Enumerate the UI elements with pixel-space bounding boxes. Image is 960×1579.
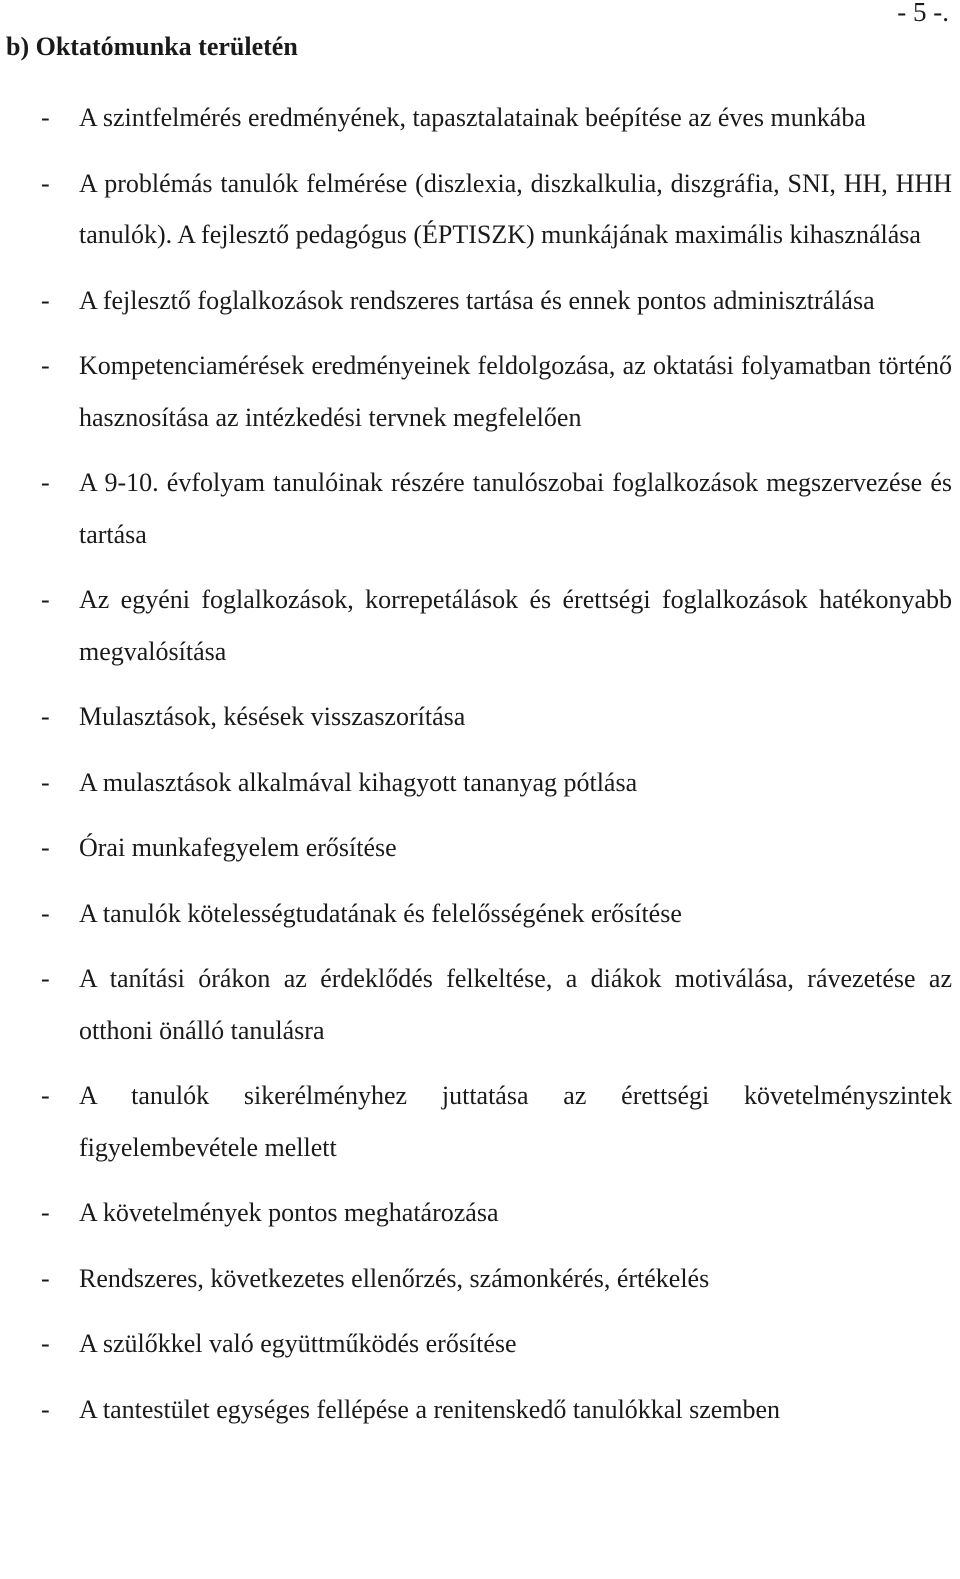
list-item-text: A 9-10. évfolyam tanulóinak részére tanulószobai foglalkozások megszervezése és tartása bbox=[79, 468, 952, 549]
dash-bullet: - bbox=[41, 702, 50, 731]
list-item bbox=[0, 457, 960, 560]
list-item-text: A problémás tanulók felmérése (diszlexia, diszkalkulia, diszgráfia, SNI, HH, HHH tanulók). A fejlesztő pedagógus (ÉPTISZK) munkájának maximális kihasználása bbox=[79, 168, 952, 249]
dash-bullet: - bbox=[41, 1263, 50, 1293]
dash-bullet: - bbox=[41, 898, 50, 928]
list-item-text: A követelmények pontos meghatározása bbox=[79, 1198, 499, 1227]
list-item bbox=[0, 1187, 960, 1239]
list-item bbox=[0, 888, 960, 940]
list-item bbox=[0, 340, 960, 443]
dash-bullet: - bbox=[41, 1329, 50, 1358]
list-item bbox=[0, 757, 960, 809]
list-item-text: A mulasztások alkalmával kihagyott tananyag pótlása bbox=[79, 767, 638, 797]
dash-bullet: - bbox=[41, 468, 50, 497]
list-item-text: A tanulók kötelességtudatának és felelősségének erősítése bbox=[79, 898, 682, 928]
list-item-text: Az egyéni foglalkozások, korrepetálások és érettségi foglalkozások hatékonyabb megvalósítása bbox=[79, 585, 952, 666]
list-item-text: Mulasztások, késések visszaszorítása bbox=[79, 702, 466, 731]
page-number: - 5 -. bbox=[897, 0, 949, 27]
dash-bullet: - bbox=[41, 833, 50, 862]
list-item bbox=[0, 1253, 960, 1305]
list-item-text: Kompetenciamérések eredményeinek feldolgozása, az oktatási folyamatban történő hasznosítása az intézkedési tervnek megfelelően bbox=[79, 351, 952, 432]
list-item-text: Órai munkafegyelem erősítése bbox=[79, 833, 397, 862]
list-item-text: A tanulók sikerélményhez juttatása az érettségi követelményszintek figyelembevétele mellett bbox=[79, 1081, 952, 1162]
list-item-text: A tanítási órákon az érdeklődés felkeltése, a diákok motiválása, rávezetése az otthoni önálló tanulásra bbox=[79, 964, 952, 1045]
dash-bullet: - bbox=[41, 351, 50, 380]
list-item-text: A szülőkkel való együttműködés erősítése bbox=[79, 1329, 517, 1358]
dash-bullet: - bbox=[41, 168, 50, 198]
section-heading: b) Oktatómunka területén bbox=[6, 32, 298, 61]
list-item bbox=[0, 1384, 960, 1436]
list-item bbox=[0, 92, 960, 144]
dash-bullet: - bbox=[41, 1394, 50, 1424]
list-item-text: A tantestület egységes fellépése a renitenskedő tanulókkal szemben bbox=[79, 1394, 781, 1424]
list-item-text: A fejlesztő foglalkozások rendszeres tartása és ennek pontos adminisztrálása bbox=[79, 285, 875, 315]
dash-bullet: - bbox=[41, 1081, 50, 1110]
dash-bullet: - bbox=[41, 285, 50, 315]
list-item bbox=[0, 1318, 960, 1370]
dash-bullet: - bbox=[41, 103, 50, 132]
list-item-text: A szintfelmérés eredményének, tapasztalatainak beépítése az éves munkába bbox=[79, 103, 866, 132]
list-item bbox=[0, 574, 960, 677]
dash-bullet: - bbox=[41, 1198, 50, 1227]
dash-bullet: - bbox=[41, 585, 50, 614]
list-item bbox=[0, 822, 960, 874]
list-item bbox=[0, 953, 960, 1056]
list-item bbox=[0, 1070, 960, 1173]
bullet-list bbox=[0, 92, 960, 1449]
dash-bullet: - bbox=[41, 767, 50, 797]
dash-bullet: - bbox=[41, 964, 50, 993]
list-item bbox=[0, 275, 960, 327]
list-item bbox=[0, 691, 960, 743]
list-item-text: Rendszeres, következetes ellenőrzés, számonkérés, értékelés bbox=[79, 1263, 710, 1293]
list-item bbox=[0, 158, 960, 261]
